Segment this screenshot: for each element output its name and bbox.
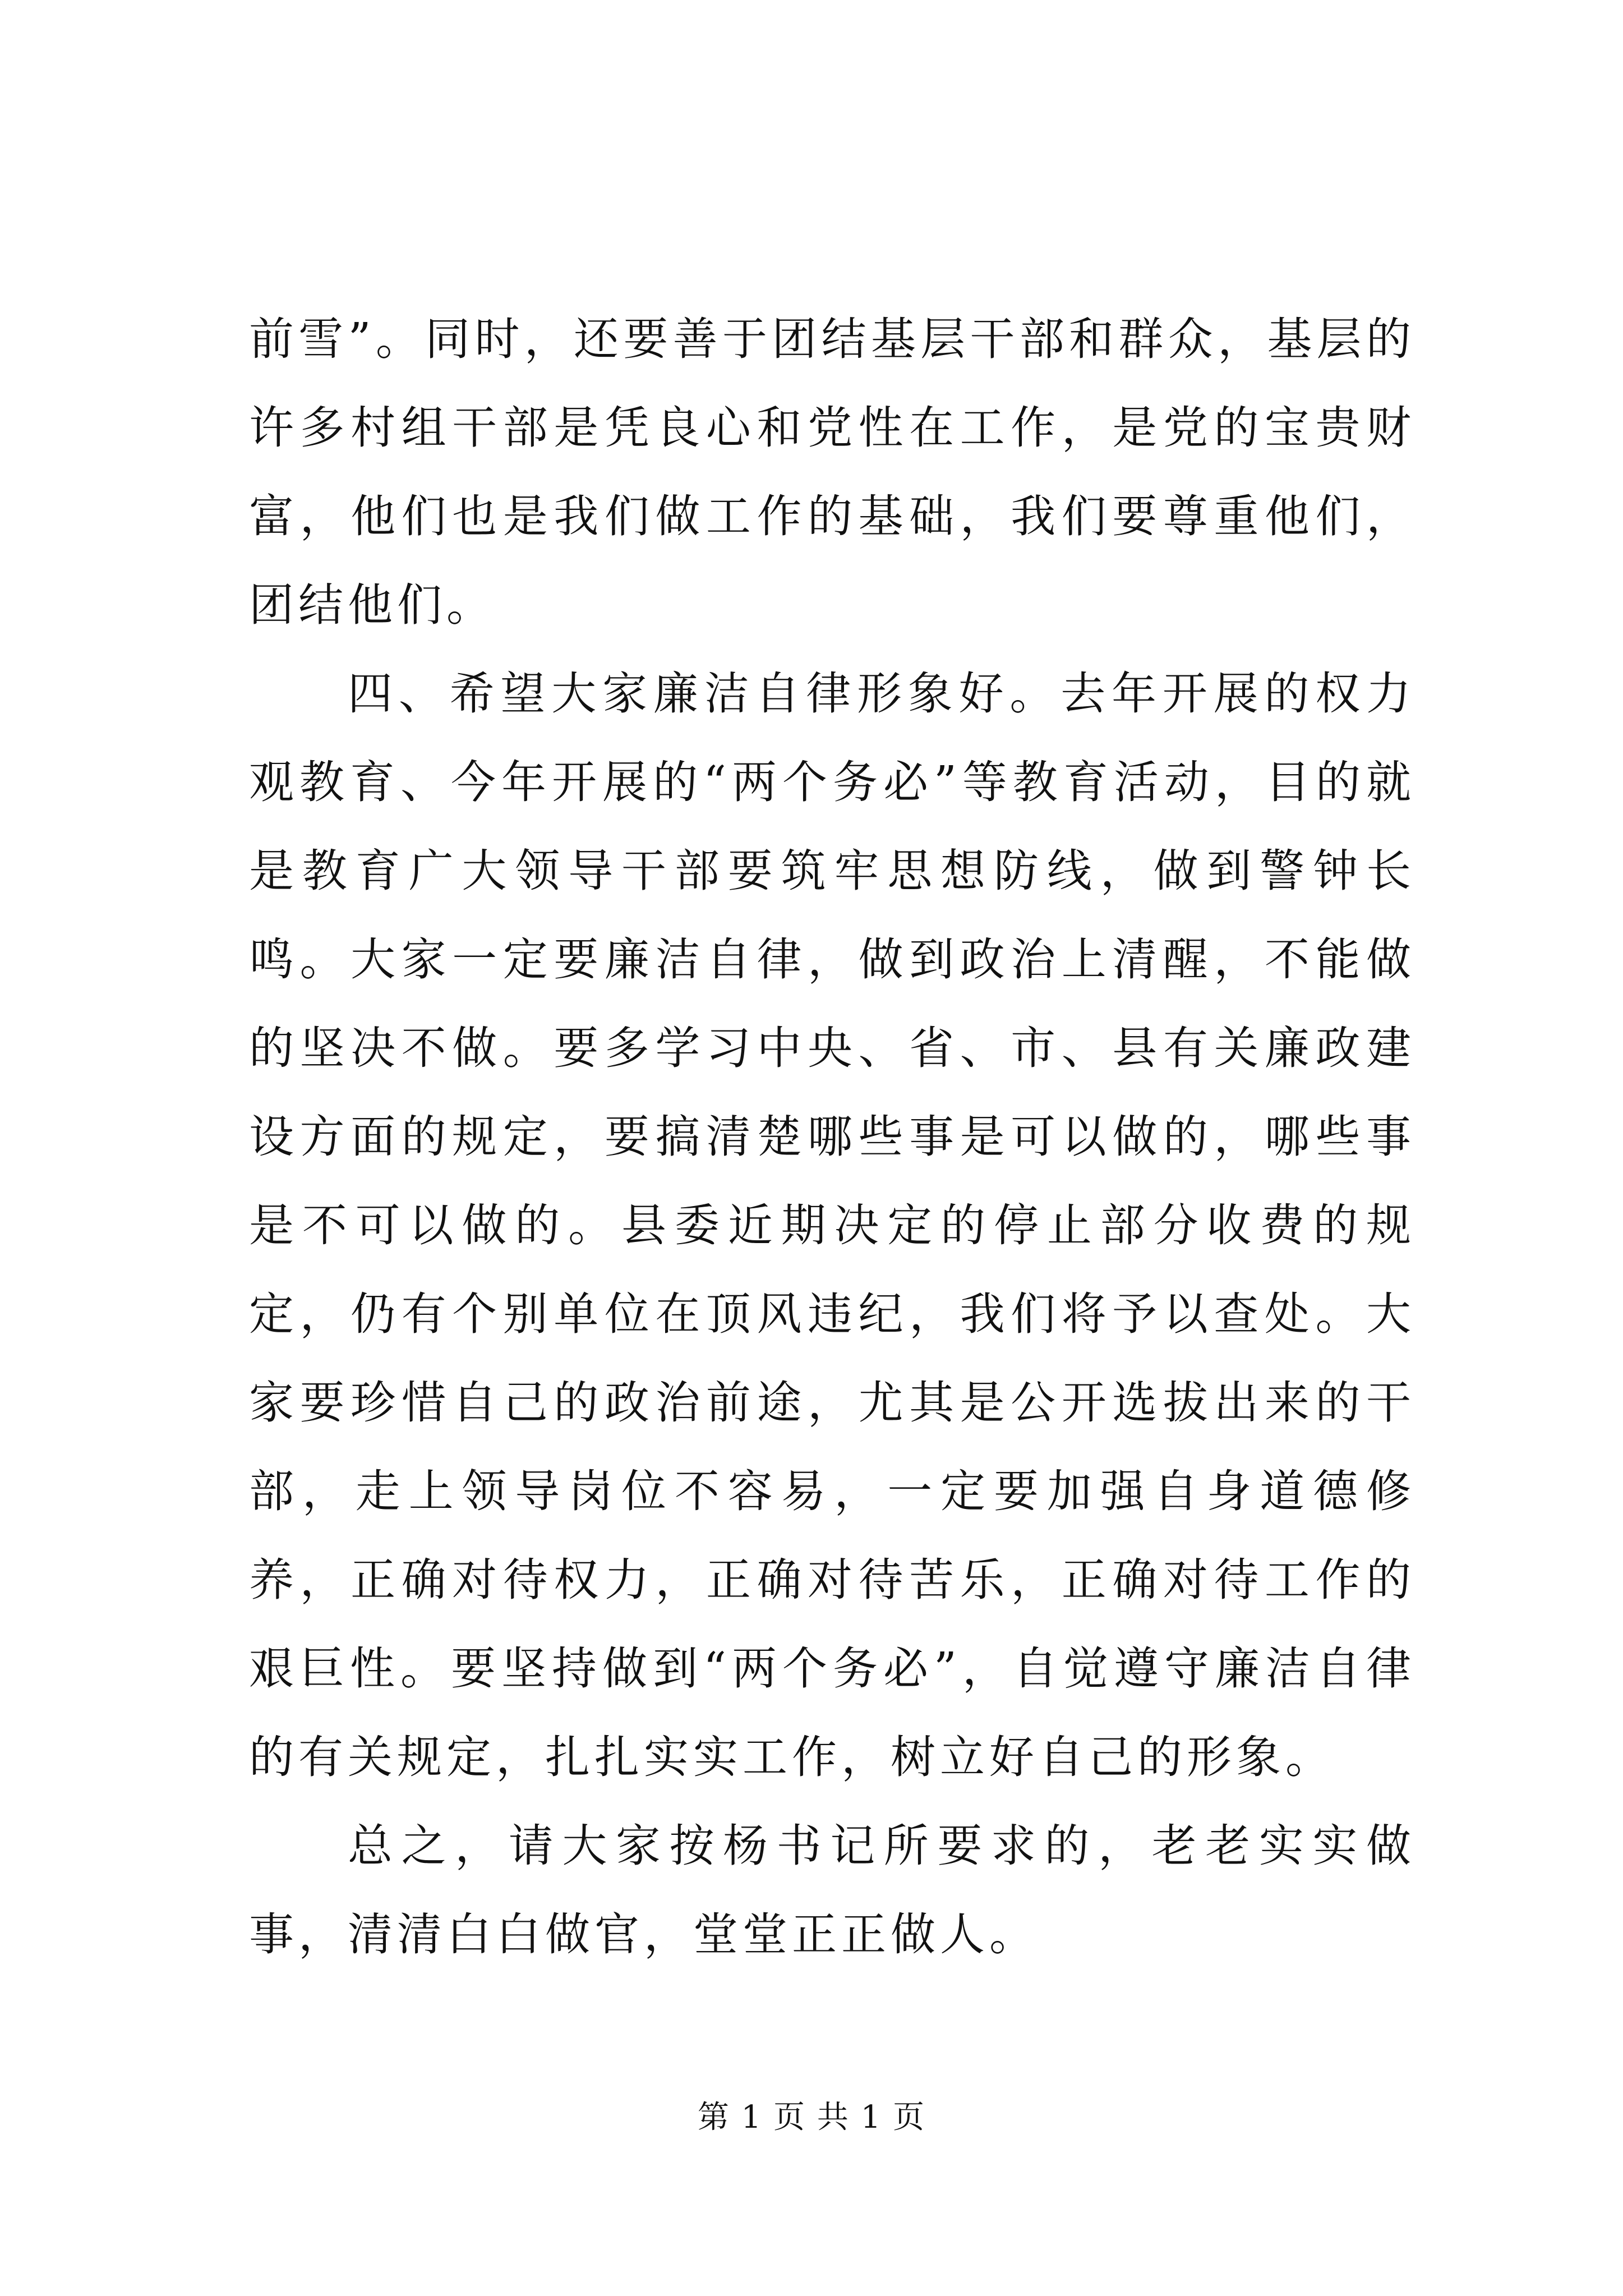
paragraph-section-four: 四、希望大家廉洁自律形象好。去年开展的权力观教育、今年开展的“两个务必”等教育活动，目的就是教育广大领导干部要筑牢思想防线，做到警钟长鸣。大家一定要廉洁自律，做到政治上清醒，不能做的坚决不做。要多学习中央、省、市、县有关廉政建设方面的规定，要搞清楚哪些事是可以做的，哪些事是不可以做的。县委近期决定的停止部分收费的规定，仍有个别单位在顶风违纪，我们将予以查处。大家要珍惜自己的政治前途，尤其是公开选拔出来的干部，走上领导岗位不容易，一定要加强自身道德修养，正确对待权力，正确对待苦乐，正确对待工作的艰巨性。要坚持做到“两个务必”，自觉遵守廉洁自律的有关规定，扎扎实实工作，树立好自己的形象。 <box>249 668 1415 1783</box>
paragraph-conclusion: 总之，请大家按杨书记所要求的，老老实实做事，清清白白做官，堂堂正正做人。 <box>249 1820 1415 1961</box>
paragraph-continuation: 前雪”。同时，还要善于团结基层干部和群众，基层的许多村组干部是凭良心和党性在工作，是党的宝贵财富，他们也是我们做工作的基础，我们要尊重他们，团结他们。 <box>249 313 1415 631</box>
page-number-footer: 第 1 页 共 1 页 <box>697 2099 926 2136</box>
document-body <box>249 295 1415 1979</box>
